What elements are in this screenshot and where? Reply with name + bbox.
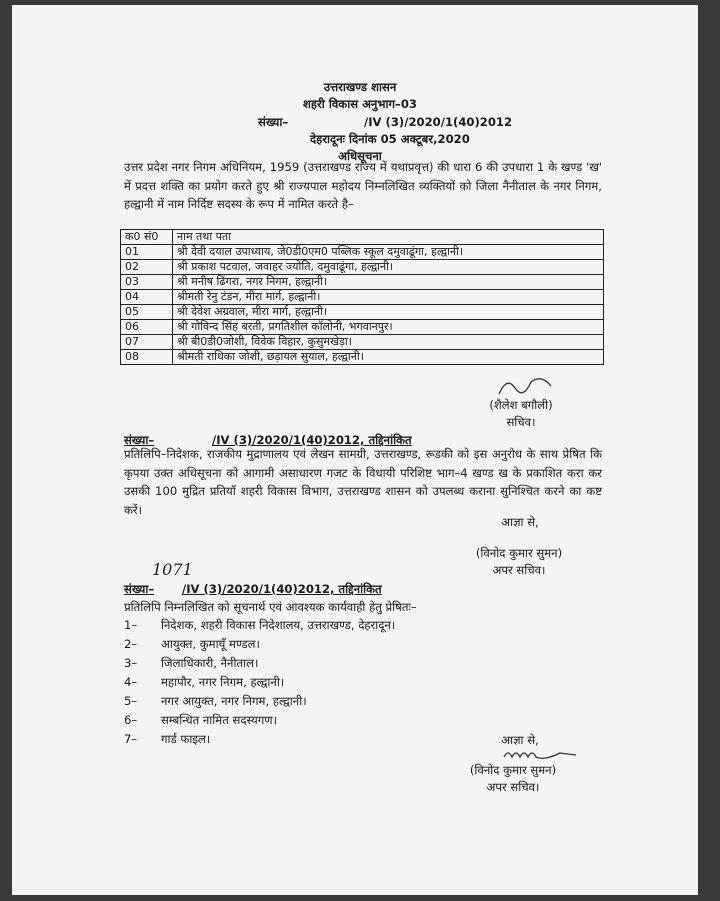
table-row [121, 305, 604, 320]
table-cell-serial: 03 [121, 275, 173, 290]
copy2-signatory-designation: अपर सचिव। [486, 780, 540, 794]
table-cell-name: श्री गोविन्द सिंह बरती, प्रगतिशील कॉलोनी, भगवानपुर। [173, 320, 604, 335]
copy2-by-order: आज्ञा से, [501, 733, 539, 747]
table-cell-serial: 01 [121, 245, 173, 260]
ref-label: संख्या– [258, 115, 289, 129]
list-item-number: 1– [124, 618, 138, 632]
table-row [121, 245, 604, 260]
table-row [121, 260, 604, 275]
notification-body: उत्तर प्रदेश नगर निगम अधिनियम, 1959 (उत्तराखण्ड राज्य में यथाप्रवृत्त) की धारा 6 की उपधारा 1 के खण्ड 'ख' में प्रदत्त शक्ति का प्रयोग करते हुए श्री राज्यपाल महोदय निम्नलिखित व्यक्तियों को जिला नैनीताल के नगर निगम, हल्द्वानी में नाम निर्दिष्ट सदस्य के रूप में नामित करते है– [124, 160, 602, 211]
table-cell-name: श्री देवेश अग्रवाल, मीरा मार्ग, हल्द्वानी। [173, 305, 604, 320]
copy2-ref-number: /IV (3)/2020/1(40)2012, तद्दिनांकित [182, 582, 382, 596]
handwritten-dispatch-number: 1071 [152, 560, 193, 579]
list-item: सम्बन्धित नामित सदस्यगण। [161, 713, 278, 727]
list-item: जिलाधिकारी, नैनीताल। [161, 656, 259, 670]
list-item-number: 3– [124, 656, 138, 670]
ref-number: /IV (3)/2020/1(40)2012 [364, 115, 513, 129]
table-cell-name: श्री बी0डी0जोशी, विवेक विहार, कुसुमखेड़ा। [173, 335, 604, 350]
list-item-number: 4– [124, 675, 138, 689]
copy1-ref-label: संख्या– [124, 433, 155, 447]
notification-title: अधिसूचना [338, 149, 382, 163]
table-row [121, 275, 604, 290]
secretary-name: (शैलेश बगौली) [489, 398, 553, 412]
table-cell-name: श्री प्रकाश पटवाल, जवाहर ज्योति, दमुवाढूंगा, हल्द्वानी। [173, 260, 604, 275]
list-item: आयुक्त, कुमायूँ मण्डल। [161, 637, 260, 651]
copy2-ref-label: संख्या– [124, 582, 155, 596]
table-cell-serial: 07 [121, 335, 173, 350]
copy2-signatory-name: (विनोद कुमार सुमन) [469, 763, 557, 777]
column-header-serial: क0 सं0 [121, 230, 173, 245]
table-cell-name: श्रीमती रेनु टंडन, मीरा मार्ग, हल्द्वानी। [173, 290, 604, 305]
secretary-designation: सचिव। [506, 415, 536, 429]
table-row [121, 335, 604, 350]
copy1-ref-number: /IV (3)/2020/1(40)2012, तद्दिनांकित [212, 433, 412, 447]
column-header-name: नाम तथा पता [173, 230, 604, 245]
place-date: देहरादूनः दिनांक 05 अक्टूबर,2020 [310, 132, 470, 146]
table-header-row [121, 230, 604, 245]
table-cell-serial: 06 [121, 320, 173, 335]
copy1-signatory-designation: अपर सचिव। [492, 563, 546, 577]
header-department: शहरी विकास अनुभाग–03 [303, 97, 417, 111]
list-item: निदेशक, शहरी विकास निदेशालय, उत्तराखण्ड, देहरादून। [161, 618, 396, 632]
table-cell-name: श्री देवी दयाल उपाध्याय, जे0डी0एम0 पब्लिक स्कूल दमुवाढूंगा, हल्द्वानी। [173, 245, 604, 260]
table-cell-serial: 08 [121, 350, 173, 365]
nominee-table [120, 229, 604, 365]
table-cell-serial: 05 [121, 305, 173, 320]
table-cell-serial: 04 [121, 290, 173, 305]
list-item-number: 2– [124, 637, 138, 651]
list-item: गार्ड फाइल। [161, 732, 211, 746]
table-cell-serial: 02 [121, 260, 173, 275]
copy2-intro: प्रतिलिपि निम्नलिखित को सूचनार्थ एवं आवश्यक कार्यवाही हेतु प्रेषितः– [124, 600, 417, 614]
table-row [121, 350, 604, 365]
copy1-signatory-name: (विनोद कुमार सुमन) [475, 546, 563, 560]
signature-scribble [495, 372, 555, 400]
list-item-number: 7– [124, 732, 138, 746]
copy1-by-order: आज्ञा से, [501, 515, 539, 529]
list-item-number: 5– [124, 694, 138, 708]
table-cell-name: श्री मनीष ढिंगरा, नगर निगम, हल्द्वानी। [173, 275, 604, 290]
table-row [121, 290, 604, 305]
table-cell-name: श्रीमती राधिका जोशी, छड़ायल सुयाल, हल्द्वानी। [173, 350, 604, 365]
list-item: महापौर, नगर निगम, हल्द्वानी। [161, 675, 285, 689]
table-row [121, 320, 604, 335]
list-item-number: 6– [124, 713, 138, 727]
copy1-paragraph: प्रतिलिपि–निदेशक, राजकीय मुद्राणालय एवं लेखन सामग्री, उत्तराखण्ड, रूडकी को इस अनुरोध के साथ प्रेषित कि कृपया उक्त अधिसूचना को आगामी असाधारण गजट के विधायी परिशिष्ट भाग–4 खण्ड ख के प्रकाशित करा कर उसकी 100 मुद्रित प्रतियॉ शहरी विकास विभाग, उत्तराखण्ड शासन को उपलब्ध कराना सुनिश्चित करने का कष्ट करें। [124, 447, 602, 517]
list-item: नगर आयुक्त, नगर निगम, हल्द्वानी। [161, 694, 307, 708]
header-government: उत्तराखण्ड शासन [323, 80, 397, 94]
